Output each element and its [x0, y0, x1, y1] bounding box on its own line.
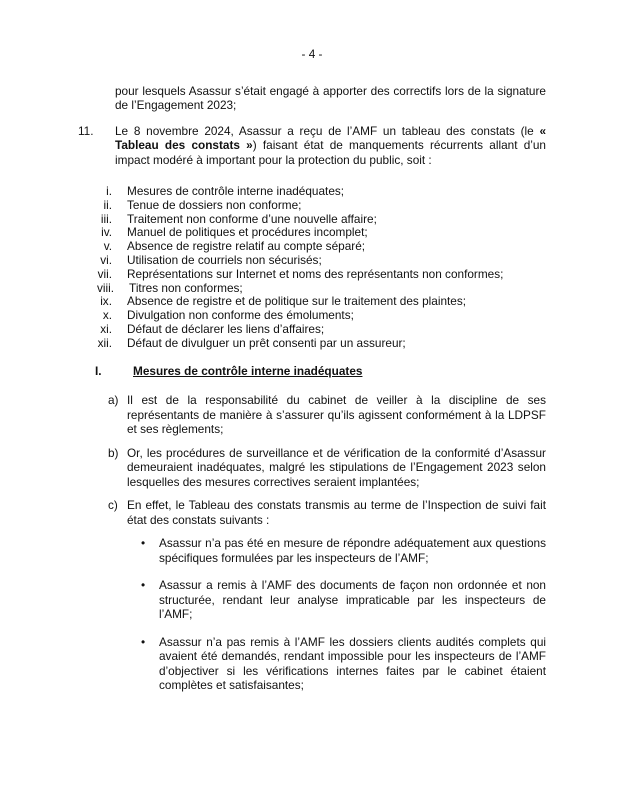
roman-numeral: vi.	[100, 252, 112, 267]
bullet-icon: •	[141, 578, 146, 593]
lettered-item-label: c)	[108, 498, 118, 513]
bullet-item	[115, 578, 546, 622]
lettered-item-label: b)	[108, 445, 119, 460]
roman-item	[102, 308, 546, 323]
bullet-item-text: Asassur a remis à l’AMF des documents de façon non ordonnée et non structurée, rendant leur analyse impraticable par les inspecteurs de l’AMF;	[159, 578, 546, 622]
numbered-paragraph-11	[78, 123, 546, 168]
roman-item-text: Absence de registre relatif au compte séparé;	[127, 239, 366, 254]
bullet-item	[115, 536, 546, 565]
findings-roman-list	[97, 184, 546, 351]
lettered-item	[108, 445, 546, 490]
page-number: - 4 -	[301, 47, 323, 61]
bullet-item-text: Asassur n’a pas remis à l’AMF les dossiers clients audités complets qui avaient été demandés, rendant impossible pour les inspecteurs de l’AMF d’objectiver si les vérifications internes faites par le cabinet étaient complètes et satisfaisantes;	[159, 634, 546, 693]
roman-item-text: Utilisation de courriels non sécurisés;	[127, 252, 322, 267]
roman-numeral: i.	[106, 184, 112, 198]
lettered-item-label: a)	[108, 393, 119, 408]
paragraph-11-text-before: Le 8 novembre 2024, Asassur a reçu de l’AMF un tableau des constats (le	[115, 123, 540, 138]
lettered-item-text: Il est de la responsabilité du cabinet de veiller à la discipline de ses représentants de manière à s’assurer qu’ils agissent conformément à la LDPSF et ses règlements;	[127, 393, 546, 437]
roman-item-text: Tenue de dossiers non conforme;	[127, 197, 302, 212]
paragraph-continuation: pour lesquels Asassur s’était engagé à apporter des correctifs lors de la signature de l’Engagement 2023;	[115, 83, 546, 112]
roman-item-text: Absence de registre et de politique sur le traitement des plaintes;	[127, 294, 467, 309]
roman-item	[97, 335, 546, 351]
roman-numeral: vii.	[97, 266, 112, 281]
roman-numeral: xii.	[97, 335, 112, 350]
bullet-icon: •	[141, 536, 146, 551]
roman-numeral: iv.	[101, 225, 112, 240]
lettered-item	[108, 393, 546, 437]
bullet-list	[115, 536, 546, 693]
section-title: Mesures de contrôle interne inadéquates	[133, 363, 363, 378]
roman-item-text: Mesures de contrôle interne inadéquates;	[127, 184, 345, 198]
section-number: I.	[95, 363, 102, 378]
lettered-item	[108, 498, 546, 527]
roman-numeral: viii.	[97, 280, 115, 295]
roman-numeral: x.	[102, 308, 112, 323]
roman-item	[100, 321, 546, 337]
bullet-item-text: Asassur n’a pas été en mesure de répondre adéquatement aux questions spécifiques formulées par les inspecteurs de l’AMF;	[159, 536, 546, 565]
section-heading	[95, 363, 546, 379]
roman-item	[106, 184, 546, 199]
roman-item-text: Représentations sur Internet et noms des représentants non conformes;	[127, 266, 504, 281]
roman-item	[97, 266, 546, 282]
roman-item-text: Divulgation non conforme des émoluments;	[127, 308, 354, 323]
roman-numeral: v.	[103, 239, 112, 254]
roman-numeral: ii.	[103, 197, 112, 212]
paragraph-11-text-after: ) faisant état de manquements récurrents allant d’un impact modéré à important pour la protection du public, soit :	[115, 138, 546, 167]
roman-item	[103, 197, 546, 213]
lettered-list	[108, 393, 546, 527]
bullet-icon: •	[141, 634, 146, 649]
roman-item	[97, 280, 546, 296]
paragraph-number: 11.	[78, 123, 94, 138]
roman-item	[103, 239, 546, 254]
roman-item	[100, 294, 546, 309]
roman-item-text: Traitement non conforme d’une nouvelle affaire;	[127, 211, 377, 226]
defined-term-bold: « Tableau des constats »	[115, 123, 546, 152]
roman-item-text: Titres non conformes;	[129, 280, 243, 295]
roman-item-text: Manuel de politiques et procédures incomplet;	[127, 225, 368, 240]
roman-item	[100, 211, 546, 227]
roman-numeral: xi.	[100, 321, 112, 336]
roman-item	[101, 225, 546, 240]
roman-numeral: iii.	[100, 211, 112, 226]
lettered-item-text: En effet, le Tableau des constats transmis au terme de l’Inspection de suivi fait état des constats suivants :	[127, 498, 546, 527]
roman-item-text: Défaut de déclarer les liens d’affaires;	[127, 321, 325, 336]
roman-numeral: ix.	[100, 294, 112, 309]
lettered-item-text: Or, les procédures de surveillance et de vérification de la conformité d’Asassur demeuraient inadéquates, malgré les stipulations de l’Engagement 2023 selon lesquelles des mesures correctives seraient implantées;	[127, 445, 546, 489]
roman-item	[100, 252, 546, 268]
roman-item-text: Défaut de divulguer un prêt consenti par un assureur;	[127, 335, 406, 350]
bullet-item	[115, 635, 546, 693]
paragraph-11-text	[115, 124, 546, 168]
